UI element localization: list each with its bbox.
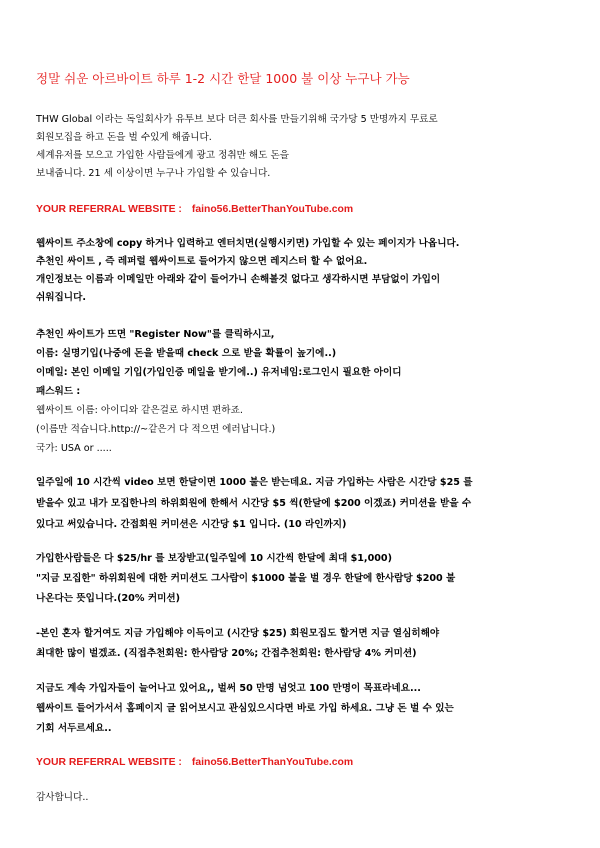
referral-website-bottom [36,756,353,769]
intro-line-4: 보내줍니다. 21 세 이상이면 누구나 가입할 수 있습니다. [36,168,271,179]
para4-line-2: "지금 모집한" 하위회원에 대한 커미션도 그사람이 $1000 불을 벌 경우 한달에 한사람당 $200 불 [36,573,456,584]
para1-line-1: 웹싸이트 주소창에 copy 하거나 입력하고 엔터치면(실행시키면) 가입할 수 있는 페이지가 나옵니다. [36,238,460,249]
para6-line-1: 지금도 계속 가입자들이 늘어나고 있어요,, 벌써 50 만명 넘엇고 100 만명이 목표라네요... [36,683,421,694]
para2-line-3: 이메일: 본인 이메일 기입(가입인증 메일을 받기에..) 유저네임:로그인시 필요한 아이디 [36,367,402,378]
para1-line-4: 쉬워집니다. [36,292,86,303]
para2-line-6: (이름만 적습니다.http://~같은거 다 적으면 에러납니다.) [36,424,276,435]
para2-line-4: 패스워드 : [36,386,81,397]
closing-text: 감사합니다.. [36,792,89,803]
referral-url-link[interactable]: faino56.BetterThanYouTube.com [191,757,354,768]
para6-line-3: 기회 서두르세요.. [36,723,112,734]
para5-line-2: 최대한 많이 벌겠죠. (직접추천회원: 한사람당 20%; 간접추천회원: 한사람당 4% 커미션) [36,648,417,659]
para1-line-2: 추천인 싸이트 , 즉 레퍼럴 웹싸이트로 들어가지 않으면 레지스터 할 수 없어요. [36,256,368,267]
para4-line-3: 나온다는 뜻입니다.(20% 커미션) [36,593,180,604]
referral-website-top [36,203,353,216]
para5-line-1: -본인 혼자 할거여도 지금 가입해야 이득이고 (시간당 $25) 회원모집도 할거면 지금 열심히해야 [36,628,440,639]
page-title: 정말 쉬운 아르바이트 하루 1-2 시간 한달 1000 불 이상 누구나 가능 [36,71,410,86]
para2-line-7: 국가: USA or ..... [36,443,112,454]
intro-line-2: 회원모집을 하고 돈을 벌 수있게 해줍니다. [36,132,212,143]
para4-line-1: 가입한사람들은 다 $25/hr 를 보장받고(일주일에 10 시간씩 한달에 최대 $1,000) [36,553,392,564]
referral-label: YOUR REFERRAL WEBSITE : [36,757,182,768]
para3-line-2: 받을수 있고 내가 모집한나의 하위회원에 한해서 시간당 $5 씩(한달에 $200 이겠죠) 커미션을 받을 수 [36,498,472,509]
para3-line-1: 일주일에 10 시간씩 video 보면 한달이면 1000 불은 받는데요. 지금 가입하는 사람은 시간당 $25 를 [36,477,473,488]
para2-line-2: 이름: 실명기입(나중에 돈을 받을때 check 으로 받을 확률이 높기에..) [36,348,337,359]
intro-line-1: THW Global 이라는 독일회사가 유투브 보다 더큰 회사를 만들기위해 국가당 5 만명까지 무료로 [36,114,438,125]
referral-label: YOUR REFERRAL WEBSITE : [36,204,182,215]
para3-line-3: 있다고 써있습니다. 간접회원 커미션은 시간당 $1 입니다. (10 라인까지) [36,519,347,530]
para2-line-5: 웹싸이트 이름: 아이디와 같은걸로 하시면 편하죠. [36,405,243,416]
intro-line-3: 세계유저를 모으고 가입한 사람들에게 광고 정취만 해도 돈을 [36,150,290,161]
para1-line-3: 개인정보는 이름과 이메일만 아래와 같이 들어가니 손해볼것 없다고 생각하시면 부담없이 가입이 [36,274,441,285]
para6-line-2: 웹싸이트 들어가서서 홈페이지 글 읽어보시고 관심있으시다면 바로 가입 하세요. 그냥 돈 벌 수 있는 [36,703,454,714]
para2-line-1: 추천인 싸이트가 뜨면 "Register Now"를 클릭하시고, [36,329,275,340]
referral-url-link[interactable]: faino56.BetterThanYouTube.com [191,204,354,215]
